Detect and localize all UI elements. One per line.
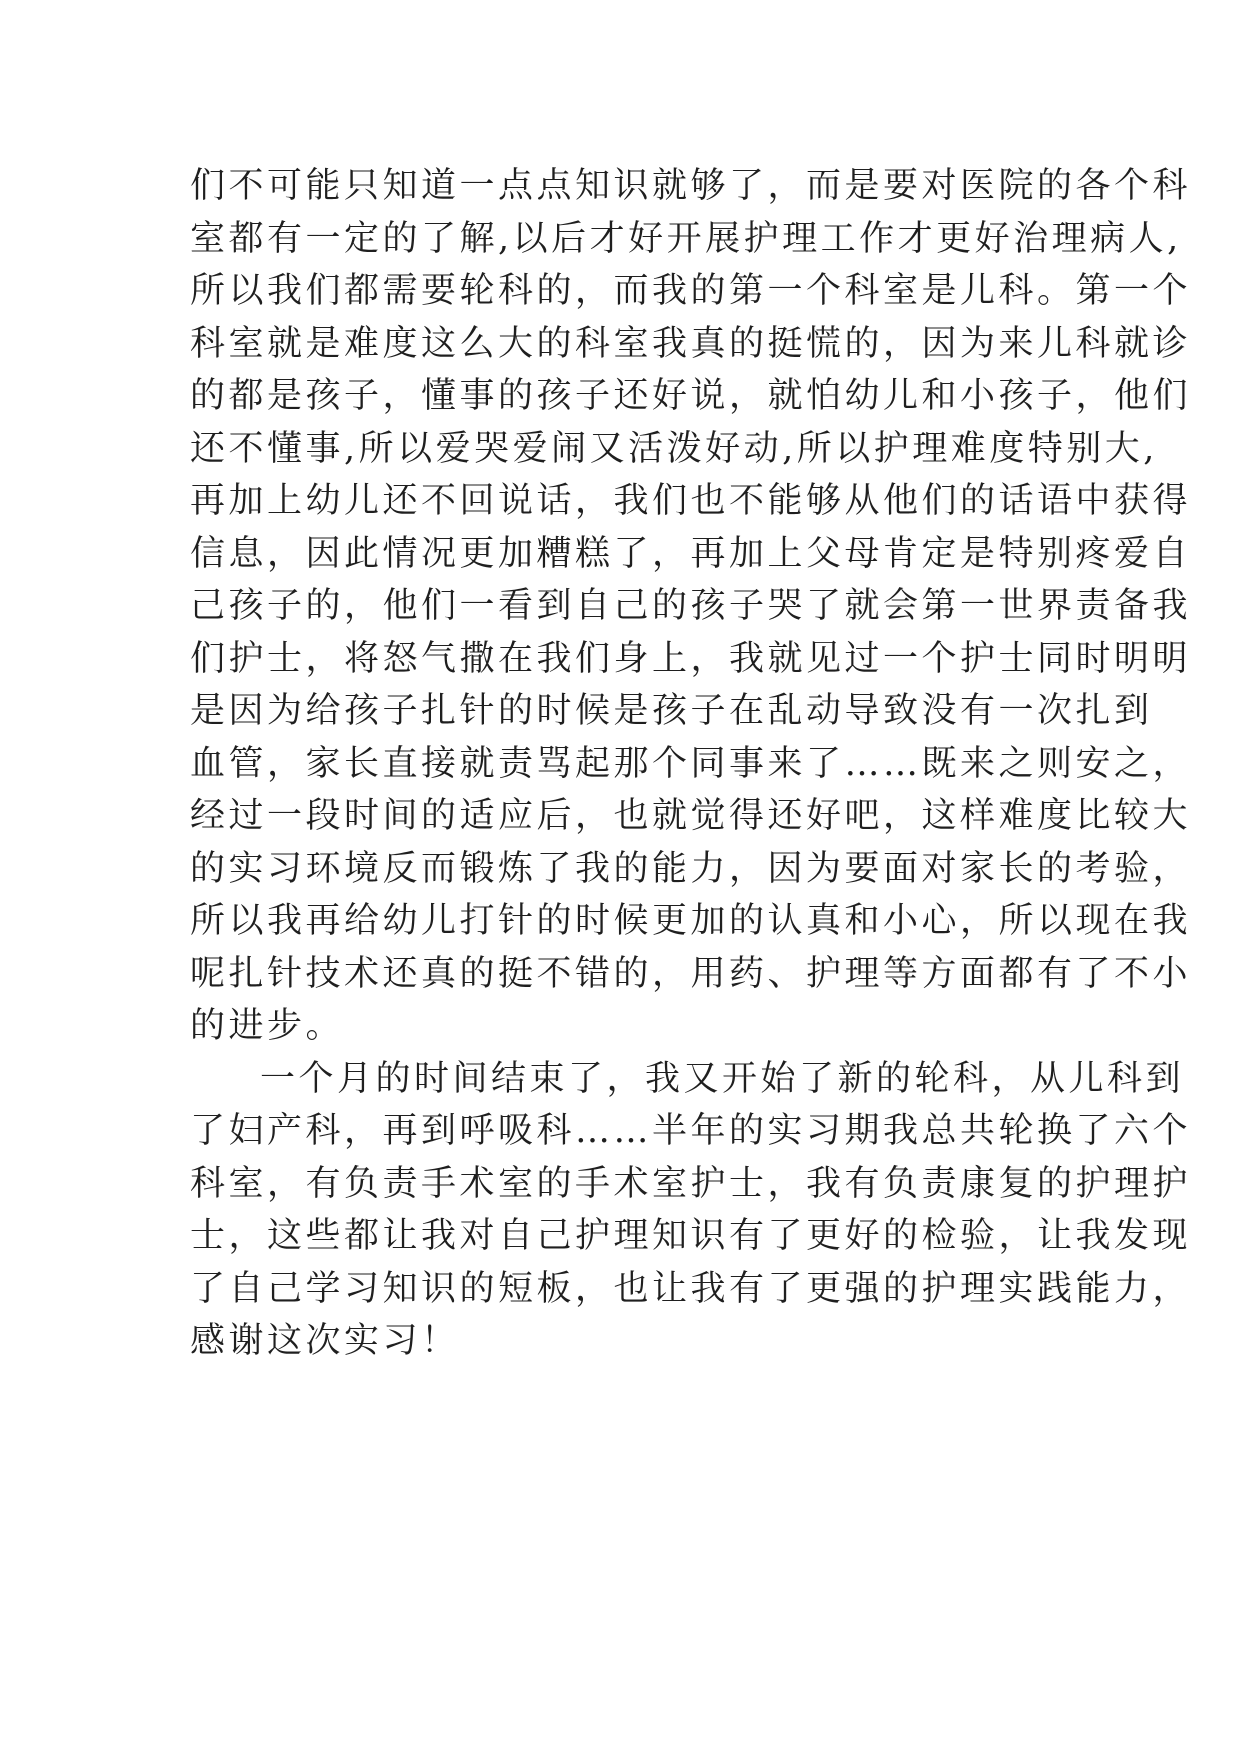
text-line: 血管，家长直接就责骂起那个同事来了……既来之则安之，	[190, 743, 1192, 784]
text-line: 再加上幼儿还不回说话，我们也不能够从他们的话语中获得	[190, 481, 1192, 521]
text-line: 们护士，将怒气撒在我们身上，我就见过一个护士同时明明	[190, 638, 1192, 679]
body-text	[190, 160, 1192, 1368]
text-line: 感谢这次实习！	[190, 1321, 460, 1361]
text-line: 室都有一定的了解,以后才好开展护理工作才更好治理病人,	[190, 218, 1182, 259]
text-line: 了妇产科，再到呼吸科……半年的实习期我总共轮换了六个	[190, 1111, 1192, 1151]
text-line: 的实习环境反而锻炼了我的能力，因为要面对家长的考验，	[190, 848, 1192, 889]
text-line: 了自己学习知识的短板，也让我有了更强的护理实践能力，	[190, 1268, 1192, 1309]
text-line: 是因为给孩子扎针的时候是孩子在乱动导致没有一次扎到	[190, 691, 1153, 731]
paragraph-start-line: 一个月的时间结束了，我又开始了新的轮科，从儿科到	[260, 1058, 1185, 1099]
text-line: 士，这些都让我对自己护理知识有了更好的检验，让我发现	[190, 1216, 1192, 1256]
text-line: 科室，有负责手术室的手术室护士，我有负责康复的护理护	[190, 1163, 1192, 1204]
text-line: 所以我再给幼儿打针的时候更加的认真和小心，所以现在我	[190, 901, 1192, 941]
text-line: 的都是孩子，懂事的孩子还好说，就怕幼儿和小孩子，他们	[190, 376, 1192, 416]
text-line: 所以我们都需要轮科的，而我的第一个科室是儿科。第一个	[190, 271, 1192, 311]
text-line: 们不可能只知道一点点知识就够了，而是要对医院的各个科	[190, 166, 1192, 206]
text-line: 科室就是难度这么大的科室我真的挺慌的，因为来儿科就诊	[190, 323, 1192, 364]
text-line: 还不懂事,所以爱哭爱闹又活泼好动,所以护理难度特别大,	[190, 428, 1158, 469]
text-line: 呢扎针技术还真的挺不错的，用药、护理等方面都有了不小	[190, 953, 1192, 994]
text-line: 经过一段时间的适应后，也就觉得还好吧，这样难度比较大	[190, 796, 1192, 836]
text-line: 信息，因此情况更加糟糕了，再加上父母肯定是特别疼爱自	[190, 533, 1192, 574]
text-line: 的进步。	[190, 1006, 345, 1046]
text-line: 己孩子的，他们一看到自己的孩子哭了就会第一世界责备我	[190, 586, 1192, 626]
